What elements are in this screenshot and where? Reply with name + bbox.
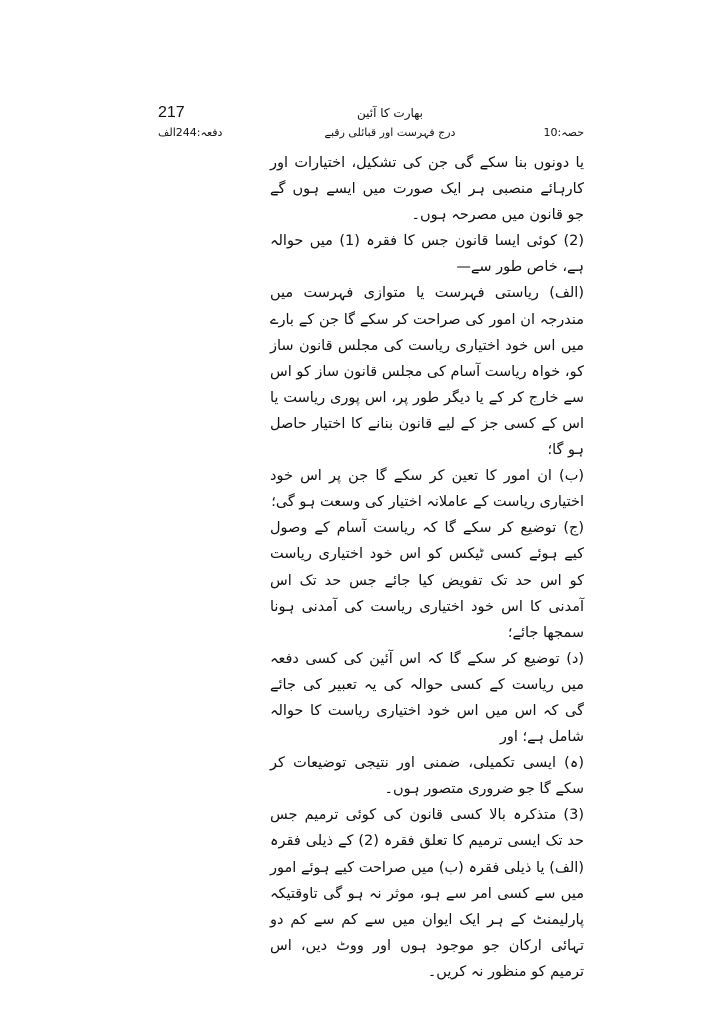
paragraph-subclause-jeem: (ج) توضیع کر سکے گا کہ ریاست آسام کے وصول کیے ہوئے کسی ٹیکس کو اس خود اختیاری ریاست کو اس حد تک تفویض کیا جائے جس حد تک اس آمدنی کا اس خود اختیاری ریاست کی آمدنی ہونا سمجھا جائے؛ — [270, 520, 584, 641]
part-reference: حصہ:10 — [543, 126, 584, 139]
book-title: بھارت کا آئین — [356, 106, 424, 120]
paragraph-subclause-daal: (د) توضیع کر سکے گا کہ اس آئین کی کسی دفعہ میں ریاست کے کسی حوالہ کی یہ تعبیر کی جائے گی کہ اس میں اس خود اختیاری ریاست کا حوالہ شامل ہے؛ اور — [270, 650, 584, 746]
chapter-title: درج فہرست اور قبائلی رقبے — [324, 126, 456, 139]
paragraph-subclause-alif: (الف) ریاستی فہرست یا متوازی فہرست میں مندرجہ ان امور کی صراحت کر سکے گا جن کے بارے میں اس خود اختیاری ریاست کی مجلس قانون ساز کو، خواہ ریاست آسام کی مجلس قانون ساز کو اس سے خارج کر کے یا دیگر طور پر، اس پوری ریاست یا اس کے کسی جز کے لیے قانون بنانے کا اختیار حاصل ہو گا؛ — [270, 285, 584, 459]
paragraph-continuation: یا دونوں بنا سکے گی جن کی تشکیل، اختیارات اور کارہائے منصبی ہر ایک صورت میں ایسے ہوں گے جو قانون میں مصرحہ ہوں۔ — [270, 155, 584, 224]
paragraph-clause-2: (2) کوئی ایسا قانون جس کا فقرہ (1) میں حوالہ ہے، خاص طور سے— — [270, 233, 585, 276]
section-reference: دفعہ:244الف — [158, 126, 223, 139]
paragraph-subclause-he: (ہ) ایسی تکمیلی، ضمنی اور نتیجی توضیعات کر سکے گا جو ضروری متصور ہوں۔ — [270, 755, 584, 798]
paragraph-subclause-be: (ب) ان امور کا تعین کر سکے گا جن پر اس خود اختیاری ریاست کے عاملانہ اختیار کی وسعت ہو گی؛ — [270, 468, 584, 511]
body-text — [270, 150, 584, 985]
paragraph-clause-3: (3) متذکرہ بالا کسی قانون کی کوئی ترمیم جس حد تک ایسی ترمیم کا تعلق فقرہ (2) کے ذیلی فقرہ (الف) یا ذیلی فقرہ (ب) میں صراحت کیے ہوئے امور میں سے کسی امر سے ہو، موثر نہ ہو گی تاوقتیکہ پارلیمنٹ کے ہر ایک ایوان میں سے کم سے کم دو تہائی ارکان جو موجود ہوں اور ووٹ دیں، اس ترمیم کو منظور نہ کریں۔ — [270, 807, 584, 980]
page-number: 217 — [158, 104, 185, 121]
